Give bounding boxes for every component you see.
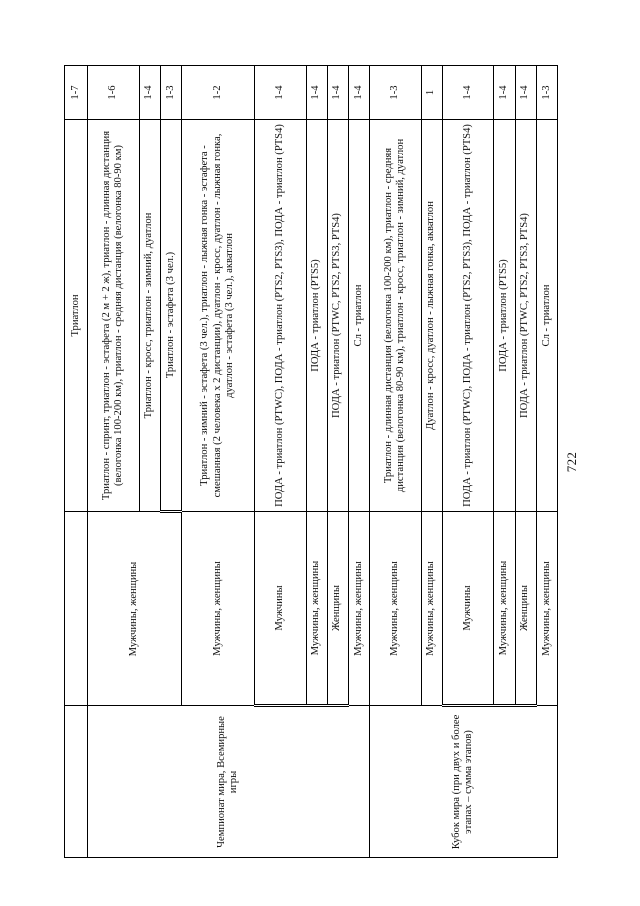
discipline-cell: ПОДА - триатлон (PTWC), ПОДА - триатлон (PTS2, PTS3), ПОДА - триатлон (PTS4) xyxy=(442,120,494,512)
discipline-cell: Триатлон - кросс, триатлон - зимний, дуатлон xyxy=(139,120,160,512)
rotated-page xyxy=(64,66,594,858)
discipline-cell: Триатлон - зимний - эстафета (3 чел.), триатлон - лыжная гонка - эстафета - смешанная (2 человека х 2 дистанции), дуатлон - кросс, дуатлон - лыжная гонка, дуатлон - эстафета (3 чел.), акватлон xyxy=(181,120,254,512)
places-cell: 1-3 xyxy=(369,66,421,120)
group-cell: Мужчины, женщины xyxy=(88,512,182,706)
places-cell: 1-2 xyxy=(181,66,254,120)
discipline-cell: ПОДА - триатлон (PTS5) xyxy=(494,120,515,512)
header-sport: Триатлон xyxy=(65,120,88,512)
places-cell: 1-4 xyxy=(327,66,348,120)
discipline-cell: Сл - триатлон xyxy=(348,120,369,512)
header-empty-cell xyxy=(65,706,88,858)
group-cell: Мужчины xyxy=(442,512,494,706)
discipline-cell: Триатлон - длинная дистанция (велогонка 100-200 км), триатлон - средняя дистанция (велогонка 80-90 км), триатлон - кросс, триатлон - зимний, дуатлон xyxy=(369,120,421,512)
discipline-cell: ПОДА - триатлон (PTS5) xyxy=(306,120,327,512)
ranking-table xyxy=(64,65,558,858)
discipline-cell: ПОДА - триатлон (PTWC, PTS2, PTS3, PTS4) xyxy=(515,120,536,512)
discipline-cell: Сл - триатлон xyxy=(536,120,557,512)
places-cell: 1-3 xyxy=(536,66,557,120)
group-cell: Мужчины, женщины xyxy=(536,512,557,706)
discipline-cell: ПОДА - триатлон (PTWC), ПОДА - триатлон (PTS2, PTS3), ПОДА - триатлон (PTS4) xyxy=(254,120,306,512)
places-cell: 1-3 xyxy=(160,66,181,120)
group-cell: Мужчины, женщины xyxy=(181,512,254,706)
competition-cell: Чемпионат мира, Всемирные игры xyxy=(88,706,370,858)
competition-cell: Кубок мира (при двух и более этапах – сумма этапов) xyxy=(369,706,557,858)
places-cell: 1-4 xyxy=(348,66,369,120)
places-cell: 1-4 xyxy=(139,66,160,120)
group-cell: Мужчины, женщины xyxy=(421,512,442,706)
page-number: 722 xyxy=(564,451,579,473)
discipline-cell: ПОДА - триатлон (PTWC, PTS2, PTS3, PTS4) xyxy=(327,120,348,512)
places-cell: 1-4 xyxy=(442,66,494,120)
header-places: 1-7 xyxy=(65,66,88,120)
places-cell: 1-4 xyxy=(494,66,515,120)
table-row xyxy=(369,66,421,858)
group-cell: Мужчины, женщины xyxy=(306,512,327,706)
group-cell: Женщины xyxy=(327,512,348,706)
places-cell: 1-6 xyxy=(88,66,140,120)
places-cell: 1-4 xyxy=(306,66,327,120)
group-cell: Мужчины, женщины xyxy=(369,512,421,706)
table-row xyxy=(88,66,140,858)
group-cell: Мужчины, женщины xyxy=(348,512,369,706)
places-cell: 1-4 xyxy=(515,66,536,120)
places-cell: 1 xyxy=(421,66,442,120)
discipline-cell: Дуатлон - кросс, дуатлон - лыжная гонка, акватлон xyxy=(421,120,442,512)
places-cell: 1-4 xyxy=(254,66,306,120)
group-cell: Мужчины xyxy=(254,512,306,706)
discipline-cell: Триатлон - эстафета (3 чел.) xyxy=(160,120,181,512)
header-empty-cell xyxy=(65,512,88,706)
discipline-cell: Триатлон - спринт, триатлон - эстафета (2 м + 2 ж), триатлон - длинная дистанция (велогонка 100-200 км), триатлон - средняя дистанция (велогонка 80-90 км) xyxy=(88,120,140,512)
table-header-row xyxy=(65,66,88,858)
group-cell: Женщины xyxy=(515,512,536,706)
group-cell: Мужчины, женщины xyxy=(494,512,515,706)
